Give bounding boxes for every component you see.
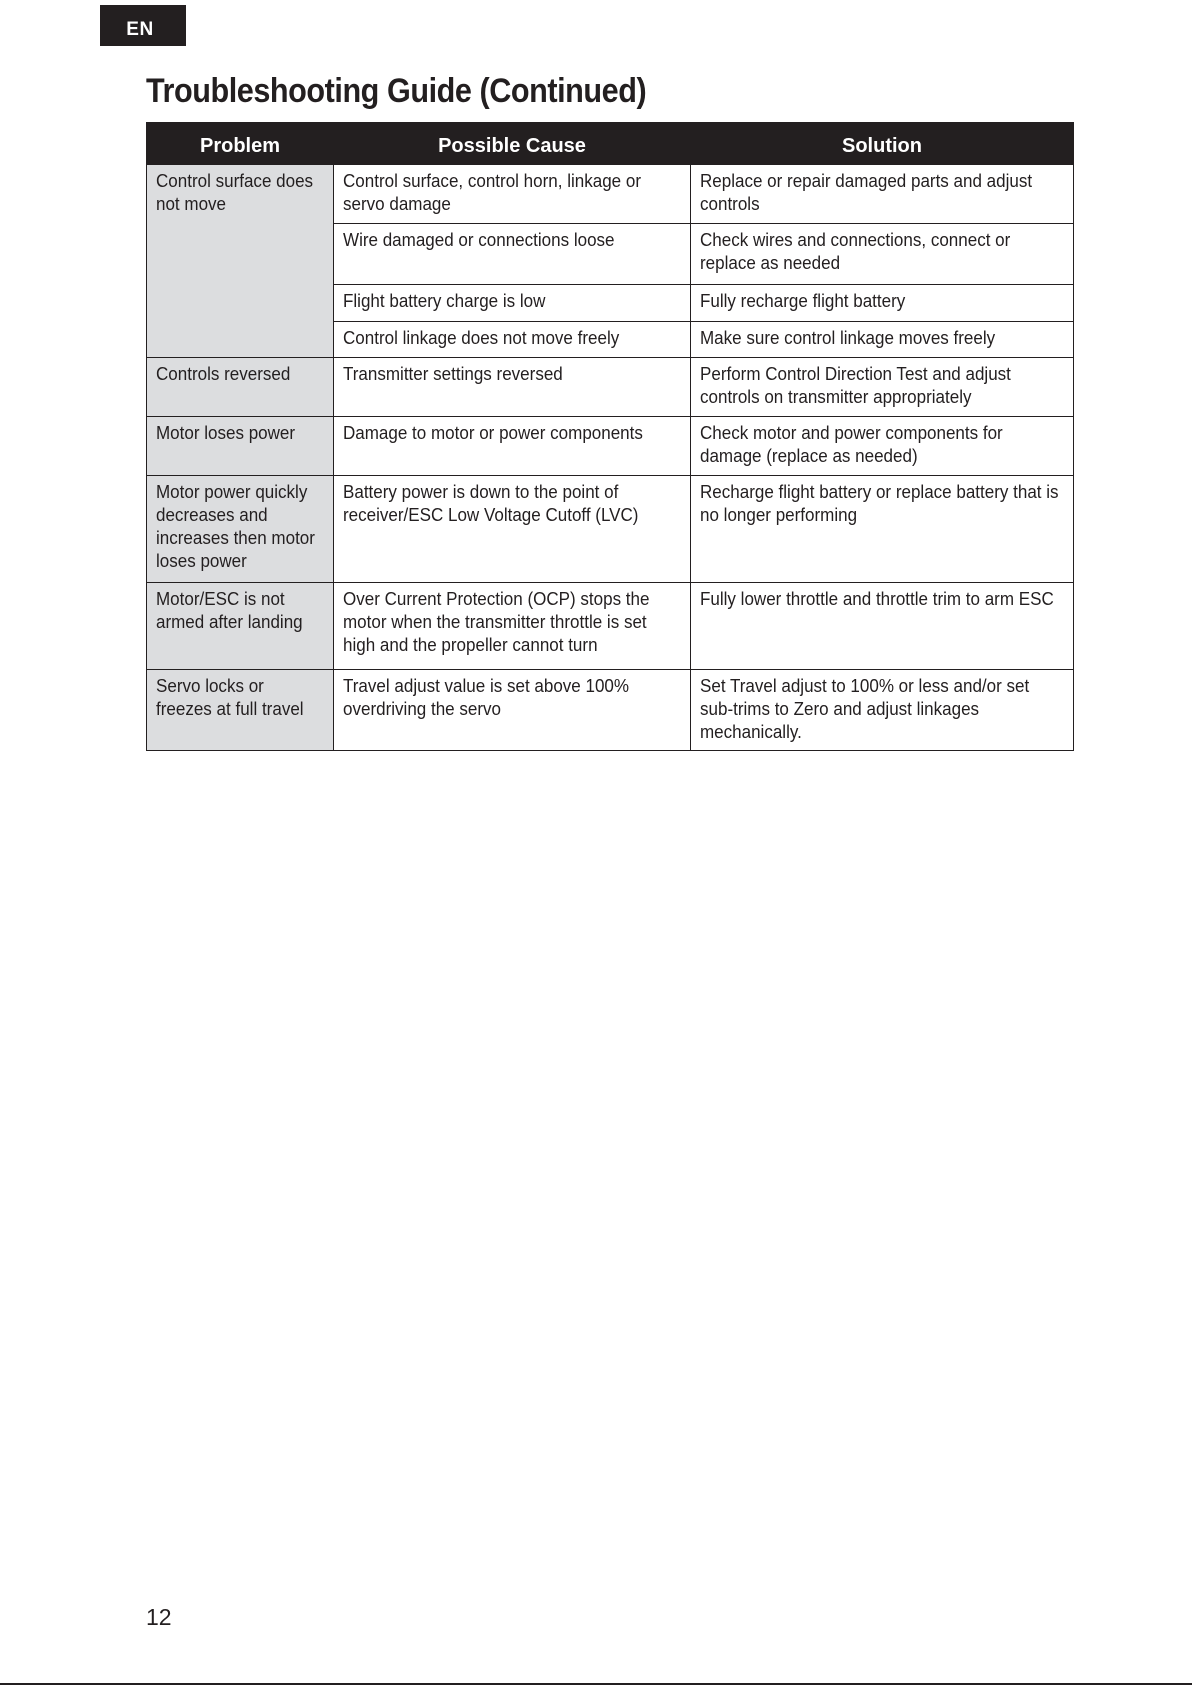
cause-cell: Control surface, control horn, linkage or servo damage bbox=[334, 165, 691, 224]
cause-cell: Control linkage does not move freely bbox=[334, 322, 691, 358]
table-row bbox=[147, 670, 1074, 751]
problem-cell: Controls reversed bbox=[147, 358, 334, 417]
cause-cell: Wire damaged or connections loose bbox=[334, 224, 691, 285]
solution-cell: Fully lower throttle and throttle trim to arm ESC bbox=[691, 583, 1074, 670]
table-header-row bbox=[147, 123, 1074, 165]
cause-cell: Damage to motor or power components bbox=[334, 417, 691, 476]
cause-cell: Battery power is down to the point of receiver/ESC Low Voltage Cutoff (LVC) bbox=[334, 476, 691, 583]
page-number: 12 bbox=[146, 1604, 172, 1630]
problem-cell: Motor power quickly decreases and increases then motor loses power bbox=[147, 476, 334, 583]
language-tab: EN bbox=[100, 5, 186, 46]
solution-cell: Make sure control linkage moves freely bbox=[691, 322, 1074, 358]
header-possible-cause: Possible Cause bbox=[334, 123, 691, 165]
solution-cell: Perform Control Direction Test and adjust controls on transmitter appropriately bbox=[691, 358, 1074, 417]
problem-cell: Control surface does not move bbox=[147, 165, 334, 358]
solution-cell: Replace or repair damaged parts and adjust controls bbox=[691, 165, 1074, 224]
cause-cell: Travel adjust value is set above 100% overdriving the servo bbox=[334, 670, 691, 751]
table-row bbox=[147, 417, 1074, 476]
table-row bbox=[147, 583, 1074, 670]
problem-cell: Motor loses power bbox=[147, 417, 334, 476]
table-row bbox=[147, 165, 1074, 224]
solution-cell: Set Travel adjust to 100% or less and/or set sub-trims to Zero and adjust linkages mechanically. bbox=[691, 670, 1074, 751]
table-row bbox=[147, 358, 1074, 417]
solution-cell: Check motor and power components for damage (replace as needed) bbox=[691, 417, 1074, 476]
page-title: Troubleshooting Guide (Continued) bbox=[146, 72, 647, 110]
solution-cell: Recharge flight battery or replace battery that is no longer performing bbox=[691, 476, 1074, 583]
header-problem: Problem bbox=[147, 123, 334, 165]
problem-cell: Motor/ESC is not armed after landing bbox=[147, 583, 334, 670]
solution-cell: Check wires and connections, connect or replace as needed bbox=[691, 224, 1074, 285]
problem-cell: Servo locks or freezes at full travel bbox=[147, 670, 334, 751]
cause-cell: Transmitter settings reversed bbox=[334, 358, 691, 417]
cause-cell: Flight battery charge is low bbox=[334, 285, 691, 322]
cause-cell: Over Current Protection (OCP) stops the motor when the transmitter throttle is set high and the propeller cannot turn bbox=[334, 583, 691, 670]
troubleshooting-table bbox=[146, 122, 1074, 751]
solution-cell: Fully recharge flight battery bbox=[691, 285, 1074, 322]
table-row bbox=[147, 476, 1074, 583]
header-solution: Solution bbox=[691, 123, 1074, 165]
